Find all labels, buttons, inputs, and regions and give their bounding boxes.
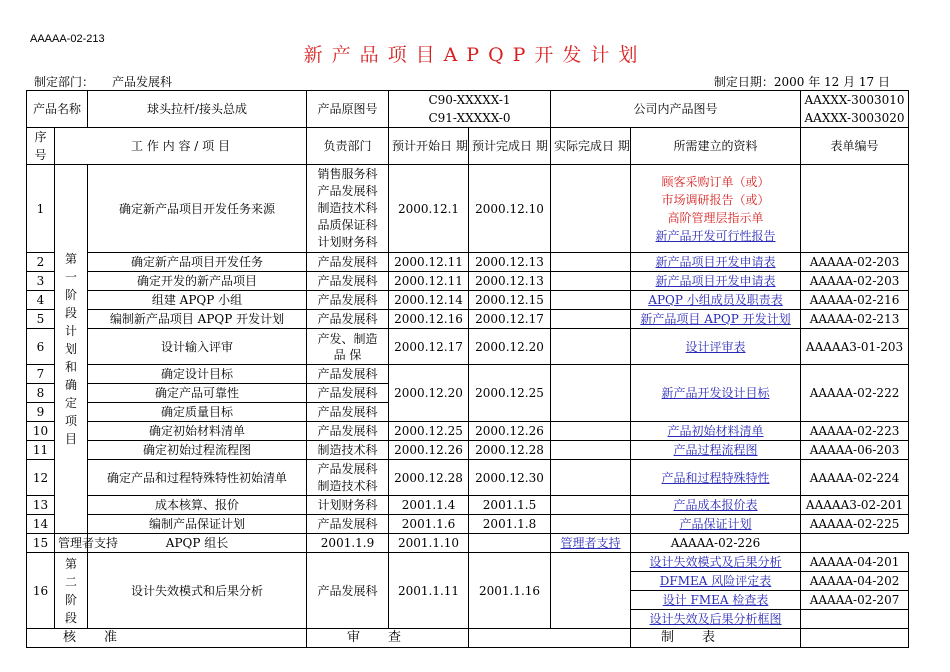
- row-seq: 2: [27, 253, 55, 272]
- header-seq: 序号: [27, 128, 55, 165]
- row-dept: 产品发展科: [307, 253, 389, 272]
- row-task: 确定设计目标: [88, 365, 307, 384]
- row-actual: [551, 291, 631, 310]
- row-task: 确定初始材料清单: [88, 422, 307, 441]
- row-task: 成本核算、报价: [88, 496, 307, 515]
- row-seq: 1: [27, 165, 55, 253]
- row-end: 2000.12.25: [469, 365, 551, 422]
- row-seq: 4: [27, 291, 55, 310]
- header-row: [27, 128, 909, 165]
- signoff-row: [27, 629, 909, 648]
- approve-label: [27, 629, 307, 648]
- row-form: AAAAA-02-225: [801, 515, 909, 534]
- product-name-label: 产品名称: [27, 91, 88, 128]
- table-row: [27, 365, 909, 384]
- table-row: [27, 291, 909, 310]
- row-start: 2000.12.17: [389, 329, 469, 365]
- doc-link[interactable]: 管理者支持: [551, 534, 631, 553]
- row-form: AAAAA-02-224: [801, 460, 909, 496]
- row-dept: 产发、制造 品 保: [307, 329, 389, 365]
- doc-link[interactable]: 新产品开发可行性报告: [655, 228, 776, 243]
- table-row: [27, 253, 909, 272]
- product-name: 球头拉杆/接头总成: [88, 91, 307, 128]
- row-seq: 3: [27, 272, 55, 291]
- row-end: 2000.12.26: [469, 422, 551, 441]
- row-task: 设计失效模式和后果分析: [88, 553, 307, 629]
- row-form: AAAAA-02-203: [801, 272, 909, 291]
- row-docs: [631, 165, 801, 253]
- header-form-no: 表单编号: [801, 128, 909, 165]
- orig-drawing-2: C91-XXXXX-0: [428, 111, 511, 125]
- doc-link[interactable]: 产品初始材料清单: [631, 422, 801, 441]
- row-start: 2000.12.20: [389, 365, 469, 422]
- table-row: [27, 515, 909, 534]
- page-title: 新产品项目APQP开发计划: [303, 44, 647, 66]
- table-row: [27, 534, 909, 553]
- row-start: 2000.12.1: [389, 165, 469, 253]
- row-start: 2000.12.11: [389, 253, 469, 272]
- date-line: 制定日期：2000 年 12 月 17 日: [713, 75, 890, 89]
- approve-cell[interactable]: [307, 629, 469, 648]
- orig-drawing-1: C90-XXXXX-1: [428, 93, 511, 107]
- row-actual: [551, 165, 631, 253]
- doc-link[interactable]: 设计 FMEA 检查表: [631, 591, 801, 610]
- row-actual: [551, 365, 631, 422]
- row-actual: [469, 534, 551, 553]
- doc-item: 顾客采购订单（或）: [661, 174, 770, 189]
- doc-link[interactable]: 设计评审表: [631, 329, 801, 365]
- row-form: AAAAA-02-226: [631, 534, 801, 553]
- doc-link[interactable]: 新产品项目开发申请表: [631, 253, 801, 272]
- row-dept: 产品发展科: [307, 310, 389, 329]
- row-form: AAAAA-02-223: [801, 422, 909, 441]
- row-end: 2000.12.13: [469, 253, 551, 272]
- header-dept: 负责部门: [307, 128, 389, 165]
- row-form: AAAAA-02-213: [801, 310, 909, 329]
- row-start: 2000.12.28: [389, 460, 469, 496]
- stage-1-label: 第 一 阶 段 计 划 和 确 定 项 目: [55, 165, 88, 534]
- row-start: 2001.1.4: [389, 496, 469, 515]
- row-actual: [551, 460, 631, 496]
- header-docs: 所需建立的资料: [631, 128, 801, 165]
- doc-link[interactable]: 新产品项目开发申请表: [631, 272, 801, 291]
- row-task: 组建 APQP 小组: [88, 291, 307, 310]
- review-text: 审查: [347, 630, 430, 645]
- doc-item: 市场调研报告（或）: [661, 192, 770, 207]
- info-row: [27, 91, 909, 128]
- row-end: 2001.1.5: [469, 496, 551, 515]
- row-end: 2000.12.17: [469, 310, 551, 329]
- row-actual: [551, 553, 631, 629]
- row-seq: 8: [27, 384, 55, 403]
- row-actual: [551, 329, 631, 365]
- row-form: AAAAA-02-203: [801, 253, 909, 272]
- doc-link[interactable]: 产品保证计划: [631, 515, 801, 534]
- row-task: 确定新产品项目开发任务: [88, 253, 307, 272]
- doc-item: 高阶管理层指示单: [667, 210, 764, 225]
- row-dept: 产品发展科: [307, 553, 389, 629]
- doc-link[interactable]: 产品过程流程图: [631, 441, 801, 460]
- row-dept: 产品发展科: [307, 515, 389, 534]
- dept-line: [34, 73, 172, 90]
- row-actual: [551, 310, 631, 329]
- header-plan-end: 预计完成日 期: [469, 128, 551, 165]
- doc-link[interactable]: 设计失效模式及后果分析: [631, 553, 801, 572]
- row-form: [801, 610, 909, 629]
- stage-2-label: 第 二 阶 段: [55, 553, 88, 629]
- row-start: 2001.1.9: [307, 534, 389, 553]
- row-form: AAAAA-02-216: [801, 291, 909, 310]
- row-dept: 产品发展科: [307, 384, 389, 403]
- row-form: AAAAA-02-222: [801, 365, 909, 422]
- orig-drawing-label: 产品原图号: [307, 91, 389, 128]
- row-form: AAAAA-06-203: [801, 441, 909, 460]
- row-dept: 制造技术科: [307, 441, 389, 460]
- doc-link[interactable]: 新产品项目 APQP 开发计划: [631, 310, 801, 329]
- header-plan-start: 预计开始日 期: [389, 128, 469, 165]
- row-dept: 计划财务科: [307, 496, 389, 515]
- row-end: 2000.12.28: [469, 441, 551, 460]
- row-dept: 产品发展科: [307, 422, 389, 441]
- orig-drawing-value: [389, 91, 551, 128]
- row-actual: [551, 422, 631, 441]
- row-dept: APQP 组长: [88, 534, 307, 553]
- row-dept: 产品发展科: [307, 403, 389, 422]
- header-work: 工 作 内 容 / 项 目: [55, 128, 307, 165]
- row-form: AAAAA3-02-201: [801, 496, 909, 515]
- approve-text: 核准: [63, 630, 146, 645]
- row-seq: 7: [27, 365, 55, 384]
- review-cell[interactable]: [469, 629, 631, 648]
- row-start: 2000.12.16: [389, 310, 469, 329]
- row-seq: 6: [27, 329, 55, 365]
- row-start: 2000.12.11: [389, 272, 469, 291]
- row-seq: 9: [27, 403, 55, 422]
- row-actual: [551, 496, 631, 515]
- row-form: [801, 165, 909, 253]
- table-row: [27, 460, 909, 496]
- row-seq: 10: [27, 422, 55, 441]
- internal-drawing-value: [801, 91, 909, 128]
- table-row: [27, 165, 909, 253]
- row-task: 确定产品可靠性: [88, 384, 307, 403]
- row-end: 2000.12.15: [469, 291, 551, 310]
- internal-drawing-1: AAXXX-3003010: [804, 93, 905, 107]
- table-row: [27, 329, 909, 365]
- doc-link[interactable]: DFMEA 风险评定表: [631, 572, 801, 591]
- prepare-cell[interactable]: [801, 629, 909, 648]
- row-seq: 13: [27, 496, 55, 515]
- plan-table: [26, 90, 909, 648]
- row-actual: [551, 272, 631, 291]
- row-task: 确定质量目标: [88, 403, 307, 422]
- row-dept: 产品发展科: [307, 365, 389, 384]
- row-task: 设计输入评审: [88, 329, 307, 365]
- row-end: 2001.1.8: [469, 515, 551, 534]
- row-seq: 14: [27, 515, 55, 534]
- row-task: 确定开发的新产品项目: [88, 272, 307, 291]
- row-end: 2000.12.13: [469, 272, 551, 291]
- row-task: 编制产品保证计划: [88, 515, 307, 534]
- table-row: [27, 553, 909, 572]
- row-dept: 产品发展科: [307, 291, 389, 310]
- table-row: [27, 422, 909, 441]
- row-seq: 11: [27, 441, 55, 460]
- row-form: AAAAA-04-201: [801, 553, 909, 572]
- doc-link[interactable]: 产品成本报价表: [631, 496, 801, 515]
- row-start: 2000.12.25: [389, 422, 469, 441]
- row-end: 2001.1.16: [469, 553, 551, 629]
- row-start: 2001.1.11: [389, 553, 469, 629]
- row-start: 2000.12.14: [389, 291, 469, 310]
- row-actual: [551, 441, 631, 460]
- internal-drawing-label: 公司内产品图号: [551, 91, 801, 128]
- row-dept: 产品发展科: [307, 272, 389, 291]
- doc-link[interactable]: 产品和过程特殊特性: [631, 460, 801, 496]
- row-end: 2000.12.10: [469, 165, 551, 253]
- row-actual: [551, 515, 631, 534]
- row-form: AAAAA-04-202: [801, 572, 909, 591]
- row-task: 确定新产品项目开发任务来源: [88, 165, 307, 253]
- row-task: 确定产品和过程特殊特性初始清单: [88, 460, 307, 496]
- dept-label: 制定部门：: [34, 75, 95, 89]
- table-row: [27, 310, 909, 329]
- document-number: AAAAA-02-213: [30, 33, 105, 45]
- prepare-label: [631, 629, 801, 648]
- row-dept: 销售服务科 产品发展科 制造技术科 品质保证科 计划财务科: [307, 165, 389, 253]
- doc-link[interactable]: APQP 小组成员及职责表: [631, 291, 801, 310]
- row-task: 确定初始过程流程图: [88, 441, 307, 460]
- row-start: 2000.12.26: [389, 441, 469, 460]
- row-task: 编制新产品项目 APQP 开发计划: [88, 310, 307, 329]
- doc-link[interactable]: 设计失效及后果分析框图: [631, 610, 801, 629]
- row-seq: 5: [27, 310, 55, 329]
- row-seq: 15: [27, 534, 55, 553]
- prepare-text: 制表: [661, 630, 744, 645]
- dept-value: 产品发展科: [112, 75, 173, 89]
- row-task: 管理者支持: [55, 534, 88, 553]
- row-form: AAAAA3-01-203: [801, 329, 909, 365]
- row-form: AAAAA-02-207: [801, 591, 909, 610]
- doc-link[interactable]: 新产品开发设计目标: [631, 365, 801, 422]
- row-seq: 12: [27, 460, 55, 496]
- table-row: [27, 272, 909, 291]
- header-actual-end: 实际完成日 期: [551, 128, 631, 165]
- row-end: 2000.12.30: [469, 460, 551, 496]
- row-dept: 产品发展科 制造技术科: [307, 460, 389, 496]
- table-row: [27, 441, 909, 460]
- table-row: [27, 496, 909, 515]
- row-actual: [551, 253, 631, 272]
- row-end: 2000.12.20: [469, 329, 551, 365]
- internal-drawing-2: AAXXX-3003020: [804, 111, 905, 125]
- row-end: 2001.1.10: [389, 534, 469, 553]
- row-start: 2001.1.6: [389, 515, 469, 534]
- row-seq: 16: [27, 553, 55, 629]
